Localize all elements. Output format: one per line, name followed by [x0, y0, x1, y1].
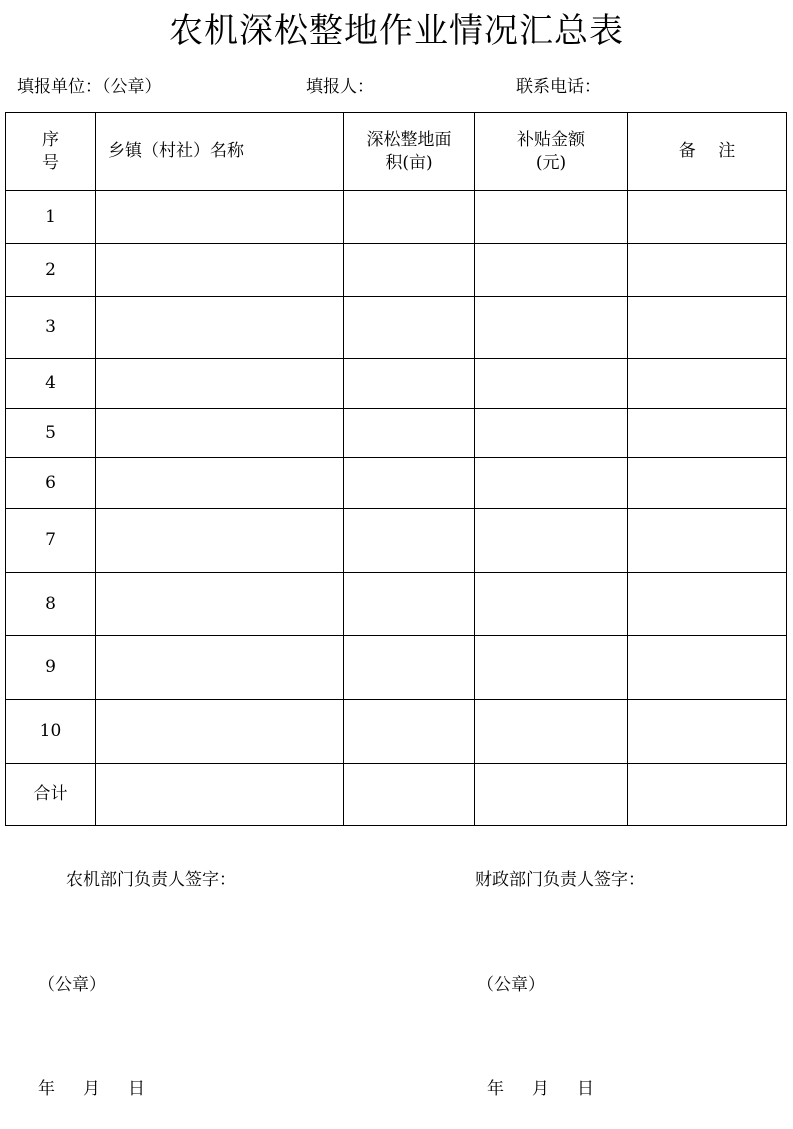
- header-seq-line1: 序: [42, 129, 59, 150]
- row-area-cell[interactable]: [344, 700, 475, 764]
- table-row: [6, 359, 787, 409]
- header-remark: 备 注: [628, 113, 787, 191]
- row-area-cell[interactable]: [344, 509, 475, 573]
- row-subsidy-cell[interactable]: [475, 573, 628, 636]
- row-remark-cell[interactable]: [628, 700, 787, 764]
- header-name: 乡镇（村社）名称: [96, 113, 344, 191]
- total-remark-cell[interactable]: [628, 764, 787, 826]
- row-subsidy-cell[interactable]: [475, 359, 628, 409]
- row-remark-cell[interactable]: [628, 636, 787, 700]
- row-area-cell[interactable]: [344, 409, 475, 458]
- row-subsidy-cell[interactable]: [475, 409, 628, 458]
- row-name-cell[interactable]: [96, 573, 344, 636]
- row-name-cell[interactable]: [96, 244, 344, 297]
- table-row: [6, 573, 787, 636]
- agri-seal-label: （公章）: [38, 975, 106, 995]
- total-label: 合计: [6, 764, 96, 826]
- row-name-cell[interactable]: [96, 359, 344, 409]
- row-seq: 7: [6, 509, 96, 573]
- row-subsidy-cell[interactable]: [475, 458, 628, 509]
- row-name-cell[interactable]: [96, 409, 344, 458]
- row-subsidy-cell[interactable]: [475, 636, 628, 700]
- row-remark-cell[interactable]: [628, 509, 787, 573]
- phone-label: 联系电话：: [516, 77, 601, 97]
- finance-year-label: 年: [487, 1079, 504, 1099]
- finance-month-label: 月: [532, 1079, 549, 1099]
- row-seq: 1: [6, 191, 96, 244]
- header-area: [344, 113, 475, 191]
- total-subsidy-cell[interactable]: [475, 764, 628, 826]
- row-name-cell[interactable]: [96, 636, 344, 700]
- table-row: [6, 458, 787, 509]
- finance-seal-label: （公章）: [477, 975, 545, 995]
- reporter-label: 填报人：: [306, 77, 374, 97]
- row-seq: 8: [6, 573, 96, 636]
- row-name-cell[interactable]: [96, 700, 344, 764]
- header-subsidy: [475, 113, 628, 191]
- unit-label: 填报单位：（公章）: [17, 77, 162, 97]
- row-remark-cell[interactable]: [628, 573, 787, 636]
- row-seq: 10: [6, 700, 96, 764]
- row-seq: 6: [6, 458, 96, 509]
- row-subsidy-cell[interactable]: [475, 191, 628, 244]
- table-row: [6, 244, 787, 297]
- row-remark-cell[interactable]: [628, 244, 787, 297]
- table-row: [6, 409, 787, 458]
- row-area-cell[interactable]: [344, 636, 475, 700]
- row-subsidy-cell[interactable]: [475, 700, 628, 764]
- row-remark-cell[interactable]: [628, 191, 787, 244]
- finance-date-line: [487, 1078, 594, 1100]
- row-seq: 3: [6, 297, 96, 359]
- row-remark-cell[interactable]: [628, 297, 787, 359]
- header-area-line1: 深松整地面: [366, 129, 452, 150]
- table-row: [6, 636, 787, 700]
- table-row: [6, 509, 787, 573]
- row-remark-cell[interactable]: [628, 409, 787, 458]
- header-subsidy-line2: (元): [535, 152, 567, 173]
- header-seq-line2: 号: [42, 152, 59, 173]
- agri-month-label: 月: [83, 1079, 100, 1099]
- row-subsidy-cell[interactable]: [475, 244, 628, 297]
- row-seq: 5: [6, 409, 96, 458]
- header-area-line2: 积(亩): [385, 152, 433, 173]
- row-name-cell[interactable]: [96, 458, 344, 509]
- row-name-cell[interactable]: [96, 191, 344, 244]
- agri-date-line: [38, 1078, 145, 1100]
- finance-sign-label: 财政部门负责人签字：: [475, 870, 645, 890]
- row-remark-cell[interactable]: [628, 359, 787, 409]
- agri-sign-label: 农机部门负责人签字：: [66, 870, 236, 890]
- row-area-cell[interactable]: [344, 244, 475, 297]
- row-seq: 4: [6, 359, 96, 409]
- page-title: 农机深松整地作业情况汇总表: [169, 11, 624, 51]
- row-subsidy-cell[interactable]: [475, 509, 628, 573]
- row-name-cell[interactable]: [96, 509, 344, 573]
- header-row: [6, 113, 787, 191]
- agri-day-label: 日: [128, 1079, 145, 1099]
- agri-year-label: 年: [38, 1079, 55, 1099]
- header-seq: [6, 113, 96, 191]
- total-name-cell[interactable]: [96, 764, 344, 826]
- row-seq: 9: [6, 636, 96, 700]
- row-area-cell[interactable]: [344, 359, 475, 409]
- row-area-cell[interactable]: [344, 573, 475, 636]
- row-seq: 2: [6, 244, 96, 297]
- table-row: [6, 191, 787, 244]
- row-remark-cell[interactable]: [628, 458, 787, 509]
- finance-day-label: 日: [577, 1079, 594, 1099]
- summary-table: [5, 112, 787, 826]
- row-area-cell[interactable]: [344, 297, 475, 359]
- table-row: [6, 297, 787, 359]
- table-row: [6, 700, 787, 764]
- row-area-cell[interactable]: [344, 458, 475, 509]
- row-area-cell[interactable]: [344, 191, 475, 244]
- total-area-cell[interactable]: [344, 764, 475, 826]
- total-row: [6, 764, 787, 826]
- row-name-cell[interactable]: [96, 297, 344, 359]
- row-subsidy-cell[interactable]: [475, 297, 628, 359]
- header-subsidy-line1: 补贴金额: [517, 129, 585, 150]
